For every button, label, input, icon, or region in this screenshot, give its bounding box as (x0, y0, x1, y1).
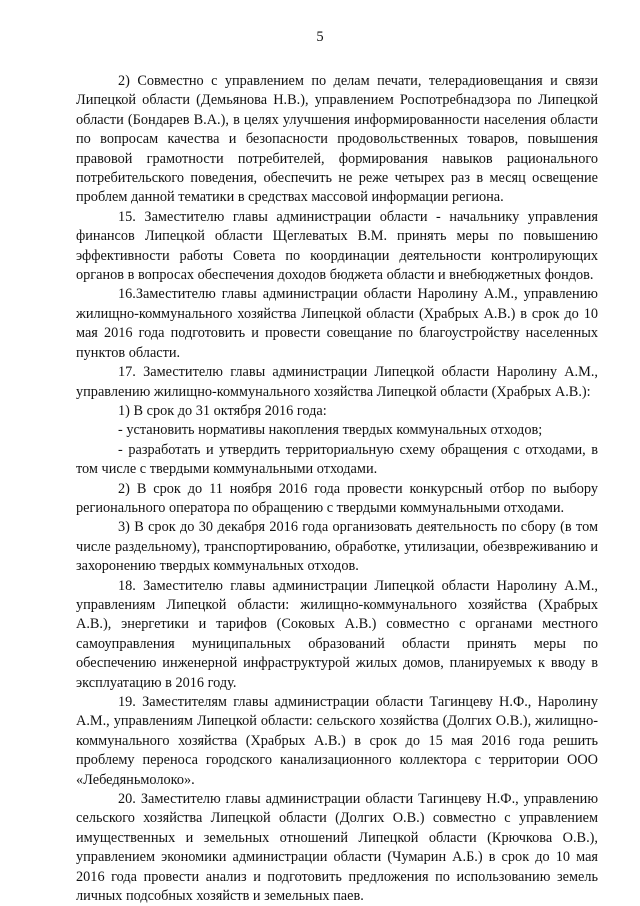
paragraph-19-sewer: 19. Заместителям главы администрации области Тагинцеву Н.Ф., Наролину А.М., управлениям Липецкой области: сельского хозяйства (Долгих О.В.), жилищно-коммунального хозяйства (Храбрых А.В.) в срок до 15 мая 2016 года решить проблему переноса городского канализационного коллектора с территории ООО «Лебедяньмолоко». (76, 694, 598, 788)
paragraph-15-finance: 15. Заместителю главы администрации области - начальнику управления финансов Липецкой области Щеглеватых В.М. принять меры по повышению эффективности работы Совета по координации деятельности контролирующих органов в вопросах обеспечения доходов бюджета области и внебюджетных фондов. (76, 208, 598, 284)
paragraph-item-2-media: 2) Совместно с управлением по делам печати, телерадиовещания и связи Липецкой области (Демьянова Н.В.), управлением Роспотребнадзора по Липецкой области (Бондарев В.А.), в целях улучшения информированности населения области по вопросам качества и безопасности продовольственных товаров, повышения правовой грамотности потребителей, формирования навыков рационального потребительского поведения, обеспечить не реже четырех раз в месяц освещение проблем данной тематики в средствах массовой информации региона. (76, 73, 598, 206)
paragraph-17-subitem-2: 2) В срок до 11 ноября 2016 года провести конкурсный отбор по выбору регионального оператора по обращению с твердыми коммунальными отходами. (76, 480, 598, 516)
paragraph-17-housing: 17. Заместителю главы администрации Липецкой области Наролину А.М., управлению жилищно-коммунального хозяйства Липецкой области (Храбрых А.В.): (76, 364, 598, 400)
paragraph-17-bullet-scheme: - разработать и утвердить территориальную схему обращения с отходами, в том числе с твердыми коммунальными отходами. (76, 441, 598, 478)
paragraph-17-subitem-3: 3) В срок до 30 декабря 2016 года организовать деятельность по сбору (в том числе раздельному), транспортированию, обработке, утилизации, обезвреживанию и захоронению твердых коммунальных отходов. (76, 519, 598, 575)
paragraph-18-infrastructure: 18. Заместителю главы администрации Липецкой области Наролину А.М., управлениям Липецкой области: жилищно-коммунального хозяйства (Храбрых А.В.), энергетики и тарифов (Соковых А.В.) совместно с органами местного самоуправления муниципальных образований области принять меры по обеспечению инженерной инфраструктурой жилых домов, планируемых к вводу в эксплуатацию в 2016 году. (76, 577, 598, 691)
document-body (76, 72, 598, 906)
paragraph-20-land: 20. Заместителю главы администрации области Тагинцеву Н.Ф., управлению сельского хозяйства Липецкой области (Долгих О.В.) совместно с управлением имущественных и земельных отношений Липецкой области (Крючкова О.В.), управлением экономики администрации области (Чумарин А.Б.) в срок до 10 мая 2016 года провести анализ и подготовить предложения по использованию земель личных подсобных хозяйств и земельных паев. (76, 791, 598, 905)
page-number: 5 (316, 29, 324, 45)
paragraph-17-subitem-1: 1) В срок до 31 октября 2016 года: (118, 402, 327, 419)
paragraph-16-landscaping: 16.Заместителю главы администрации области Наролину А.М., управлению жилищно-коммунального хозяйства Липецкой области (Храбрых А.В.) в срок до 10 мая 2016 года подготовить и провести совещание по благоустройству населенных пунктов области. (76, 286, 598, 361)
paragraph-17-bullet-norms: - установить нормативы накопления твердых коммунальных отходов; (118, 422, 543, 439)
